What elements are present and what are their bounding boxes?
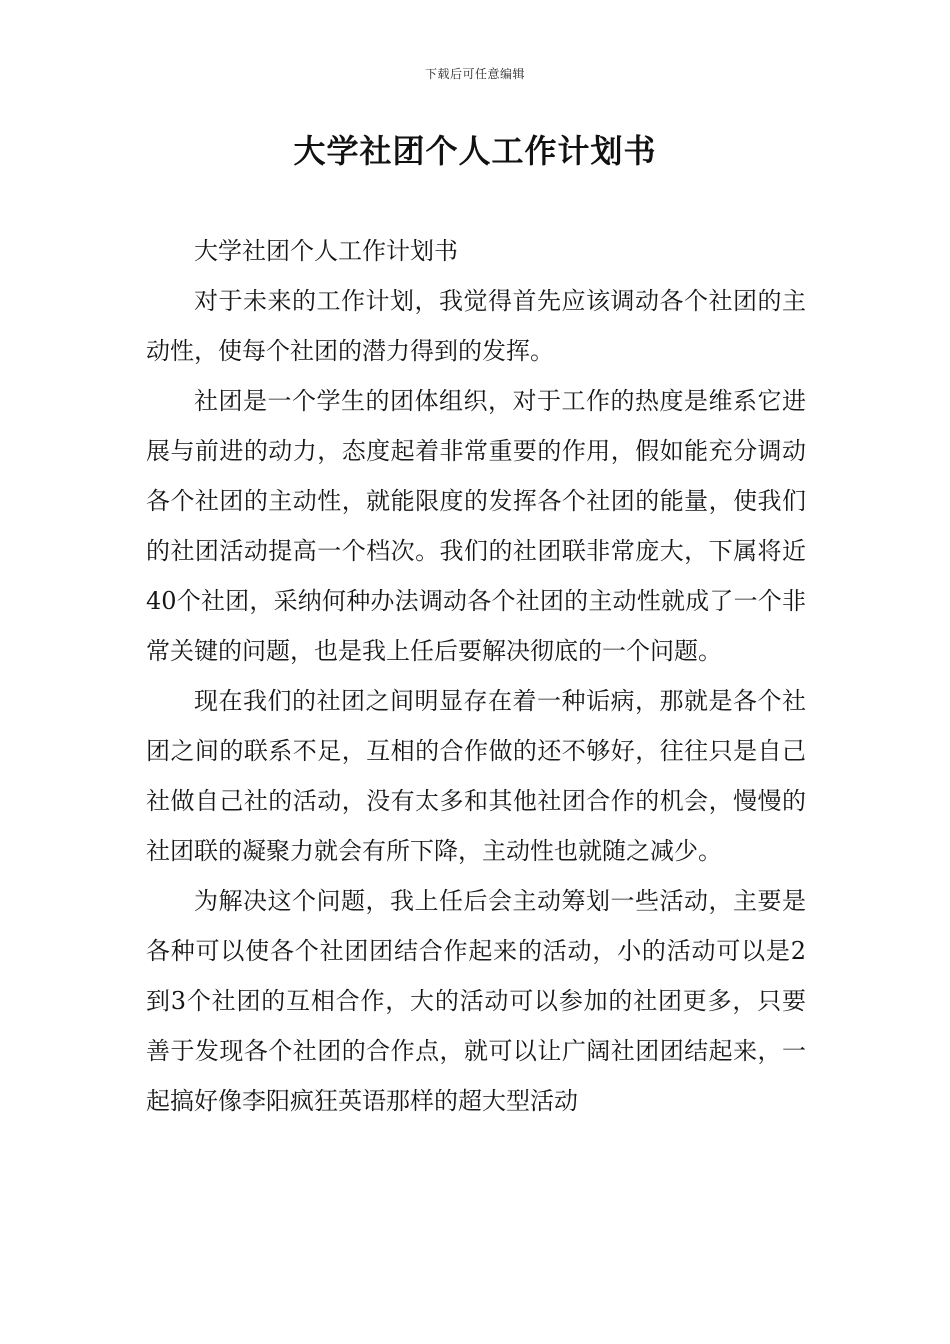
paragraph-2: 社团是一个学生的团体组织，对于工作的热度是维系它进展与前进的动力，态度起着非常重要的作用，假如能充分调动各个社团的主动性，就能限度的发挥各个社团的能量，使我们的社团活动提高一个档次。我们的社团联非常庞大，下属将近40个社团，采纳何种办法调动各个社团的主动性就成了一个非常关键的问题，也是我上任后要解决彻底的一个问题。 [146,387,806,665]
header-note: 下载后可任意编辑 [424,67,525,81]
paragraph-1: 对于未来的工作计划，我觉得首先应该调动各个社团的主动性，使每个社团的潜力得到的发挥。 [146,287,806,365]
document-body [146,226,806,1126]
paragraph-3: 现在我们的社团之间明显存在着一种诟病，那就是各个社团之间的联系不足，互相的合作做的还不够好，往往只是自己社做自己社的活动，没有太多和其他社团合作的机会，慢慢的社团联的凝聚力就会有所下降，主动性也就随之减少。 [146,687,806,865]
document-title: 大学社团个人工作计划书 [293,132,657,170]
paragraph-subtitle: 大学社团个人工作计划书 [194,237,458,265]
paragraph-4: 为解决这个问题，我上任后会主动筹划一些活动，主要是各种可以使各个社团团结合作起来的活动，小的活动可以是2到3个社团的互相合作，大的活动可以参加的社团更多，只要善于发现各个社团的合作点，就可以让广阔社团团结起来，一起搞好像李阳疯狂英语那样的超大型活动 [146,887,806,1115]
